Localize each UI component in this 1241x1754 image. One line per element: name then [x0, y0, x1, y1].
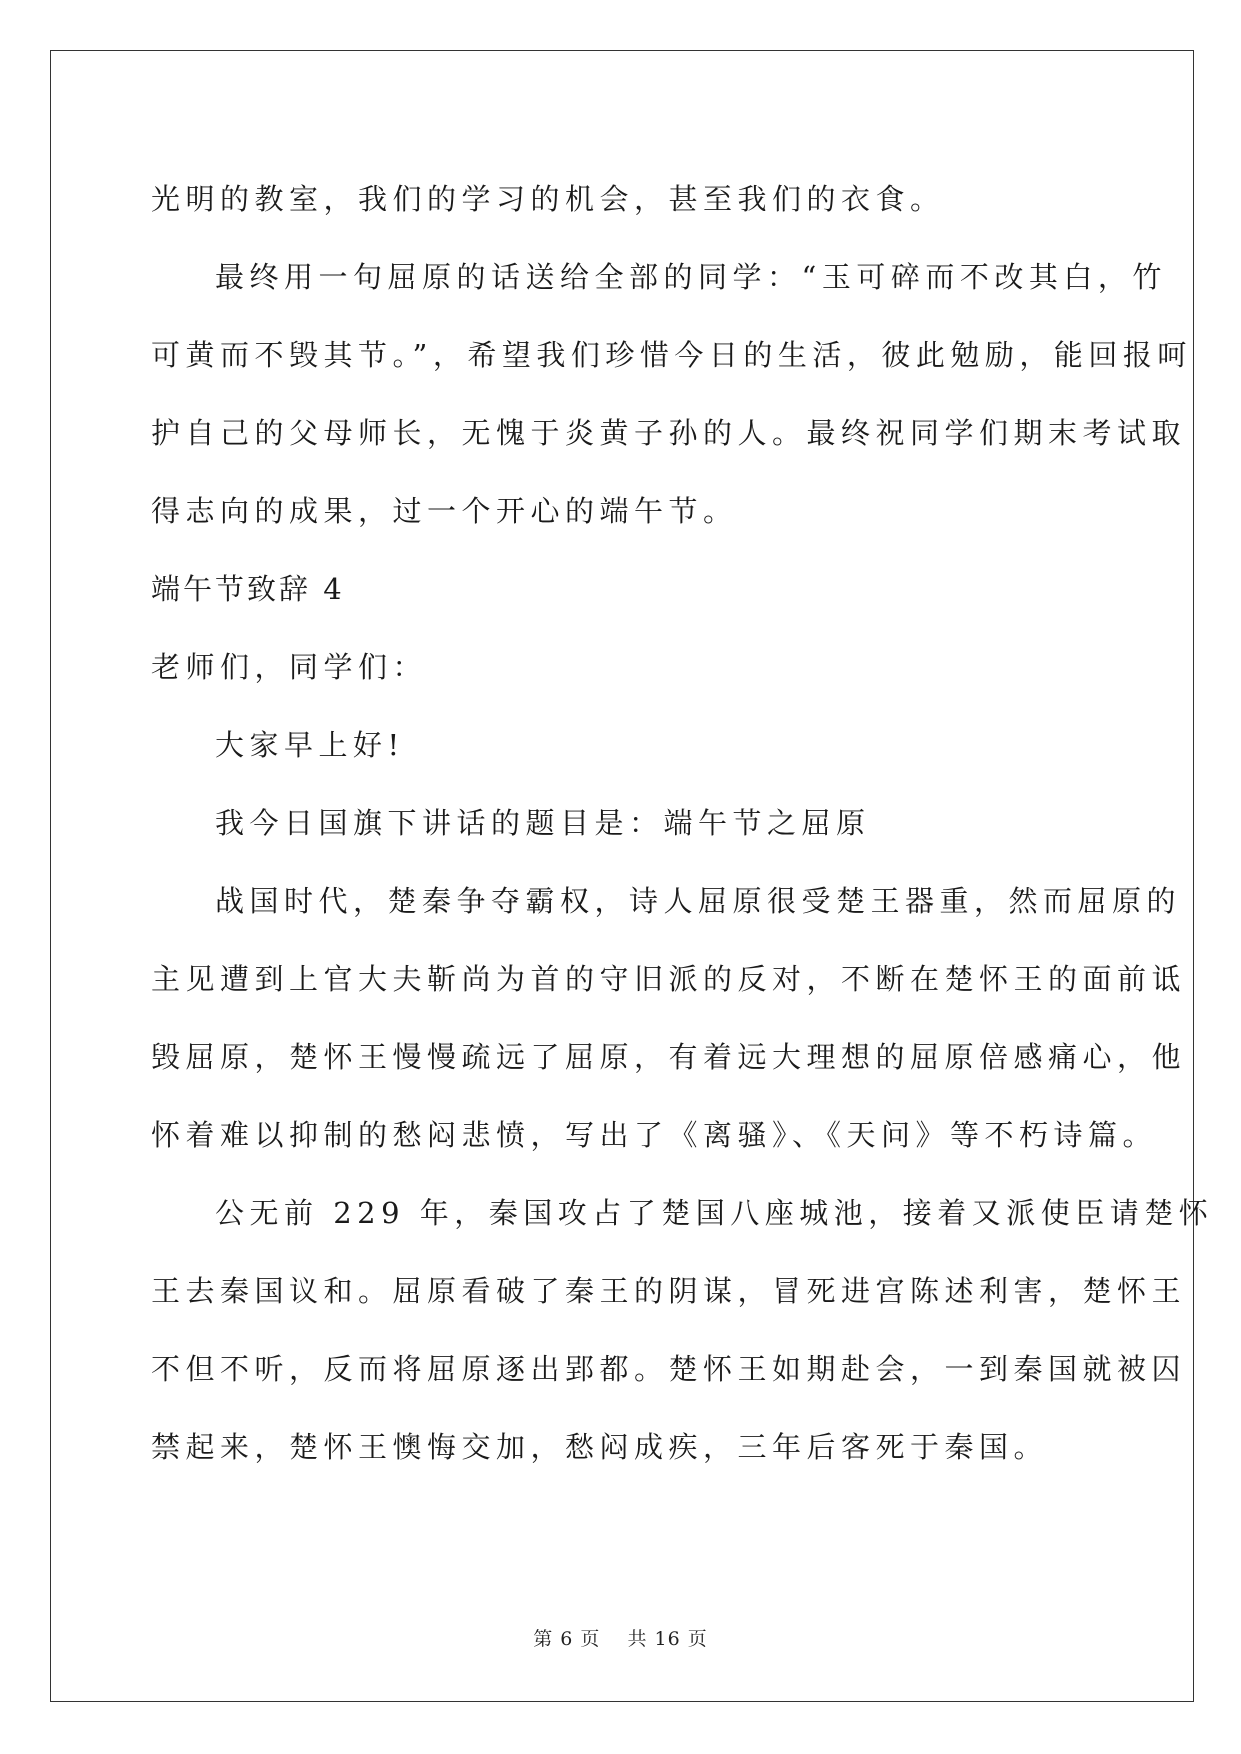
page-footer — [0, 1624, 1241, 1651]
text-line: 护自己的父母师长，无愧于炎黄子孙的人。最终祝同学们期末考试取 — [151, 416, 1187, 450]
topic-line: 我今日国旗下讲话的题目是：端午节之屈原 — [215, 806, 871, 840]
document-body — [151, 160, 1214, 1486]
text-line: 可黄而不毁其节。”，希望我们珍惜今日的生活，彼此勉励，能回报呵 — [151, 338, 1192, 372]
text-line: 光明的教室，我们的学习的机会，甚至我们的衣食。 — [151, 182, 945, 216]
text-line: 不但不听，反而将屈原逐出郢都。楚怀王如期赴会，一到秦国就被囚 — [151, 1352, 1187, 1386]
text-line: 王去秦国议和。屈原看破了秦王的阴谋，冒死进宫陈述利害，楚怀王 — [151, 1274, 1187, 1308]
text-line: 公无前 229 年，秦国攻占了楚国八座城池，接着又派使臣请楚怀 — [215, 1196, 1214, 1230]
page-total: 共 16 页 — [627, 1628, 708, 1650]
text-line: 怀着难以抑制的愁闷悲愤，写出了《离骚》、《天问》等不朽诗篇。 — [151, 1118, 1158, 1152]
salutation: 老师们，同学们： — [151, 650, 428, 684]
greeting-line: 大家早上好! — [215, 728, 405, 762]
text-line: 得志向的成果，过一个开心的端午节。 — [151, 494, 738, 528]
page-number: 第 6 页 — [533, 1628, 601, 1650]
text-line: 毁屈原，楚怀王慢慢疏远了屈原，有着远大理想的屈原倍感痛心，他 — [151, 1040, 1187, 1074]
text-line: 禁起来，楚怀王懊悔交加，愁闷成疾，三年后客死于秦国。 — [151, 1430, 1049, 1464]
text-line: 最终用一句屈原的话送给全部的同学：“玉可碎而不改其白，竹 — [215, 260, 1167, 294]
text-line: 主见遭到上官大夫靳尚为首的守旧派的反对，不断在楚怀王的面前诋 — [151, 962, 1187, 996]
section-heading: 端午节致辞 4 — [151, 572, 345, 606]
text-line: 战国时代，楚秦争夺霸权，诗人屈原很受楚王器重，然而屈原的 — [215, 884, 1182, 918]
